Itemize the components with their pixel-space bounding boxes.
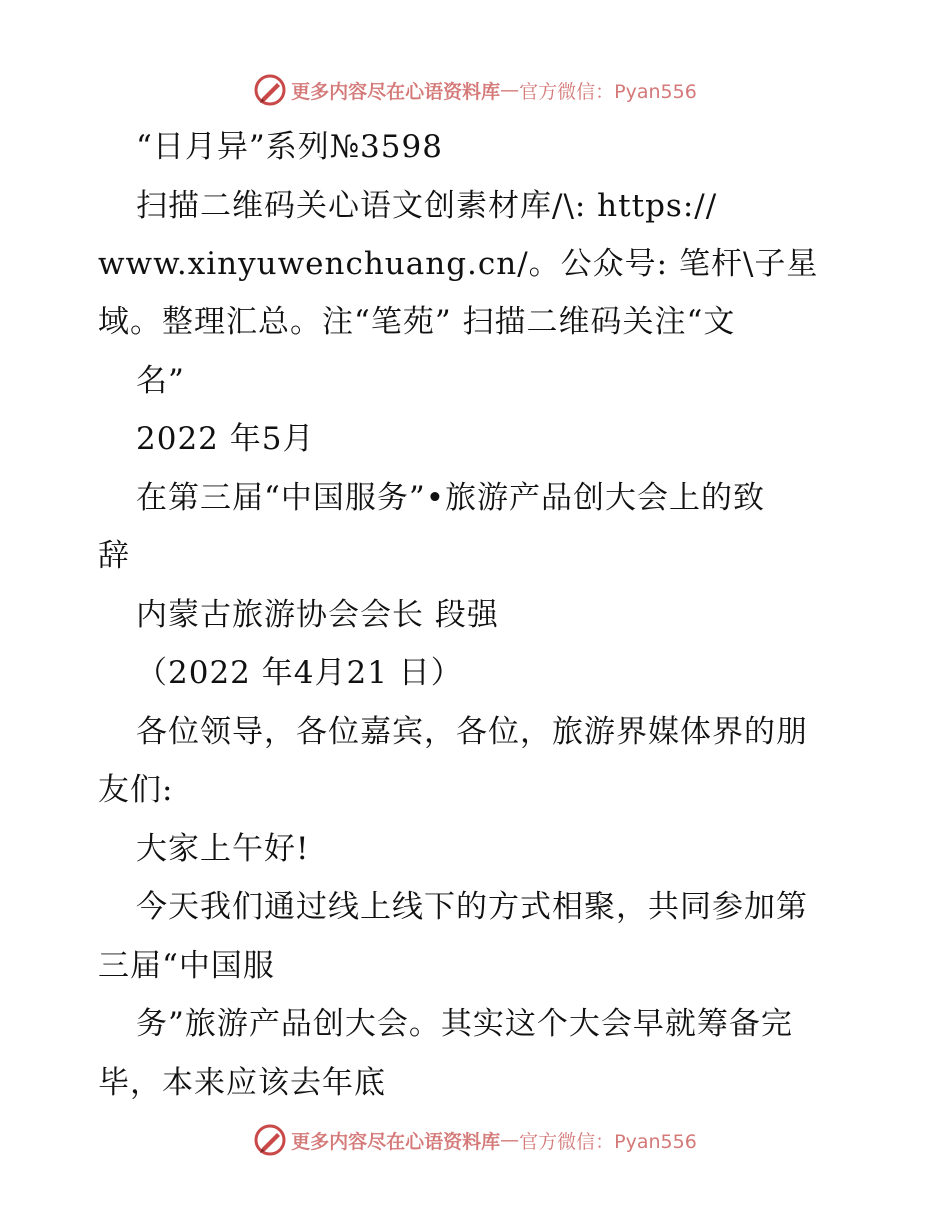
speech-date-line: （2022 年4月21 日）	[136, 655, 463, 691]
speech-title: 在第三届“中国服务”•旅游产品创大会上的致	[136, 480, 765, 516]
body-line: 名”	[136, 363, 185, 399]
body-line: 大家上午好!	[136, 831, 310, 867]
footer-site-text: 更多内容尽在心语资料库	[291, 1130, 501, 1153]
footer-watermark-banner	[0, 1120, 950, 1160]
body-line: 毕，本来应该去年底	[98, 1065, 386, 1101]
header-wechat-text: 官方微信：Pyan556	[519, 80, 697, 103]
header-site-text: 更多内容尽在心语资料库	[291, 80, 501, 103]
series-line: “日月异”系列№3598	[136, 129, 443, 165]
body-line: 三届“中国服	[98, 948, 275, 984]
body-line: 务”旅游产品创大会。其实这个大会早就筹备完	[136, 1006, 793, 1042]
footer-dash: —	[500, 1129, 520, 1151]
body-line: 友们:	[98, 772, 174, 808]
body-line: 各位领导，各位嘉宾，各位，旅游界媒体界的朋	[136, 714, 808, 750]
body-line: 域。整理汇总。注“笔苑” 扫描二维码关注“文	[98, 304, 736, 340]
body-line: 扫描二维码关心语文创素材库/\: https://	[136, 188, 718, 224]
body-line: www.xinyuwenchuang.cn/。公众号: 笔杆\子星	[98, 246, 819, 282]
pen-logo-icon	[253, 73, 287, 107]
header-watermark-banner	[0, 70, 950, 110]
date-line: 2022 年5月	[136, 421, 315, 457]
speech-title-continued: 辞	[98, 538, 130, 574]
body-line: 今天我们通过线上线下的方式相聚，共同参加第	[136, 889, 808, 925]
pen-logo-icon	[253, 1123, 287, 1157]
speaker-line: 内蒙古旅游协会会长 段强	[136, 597, 499, 633]
footer-wechat-text: 官方微信：Pyan556	[519, 1130, 697, 1153]
header-dash: —	[500, 79, 520, 101]
